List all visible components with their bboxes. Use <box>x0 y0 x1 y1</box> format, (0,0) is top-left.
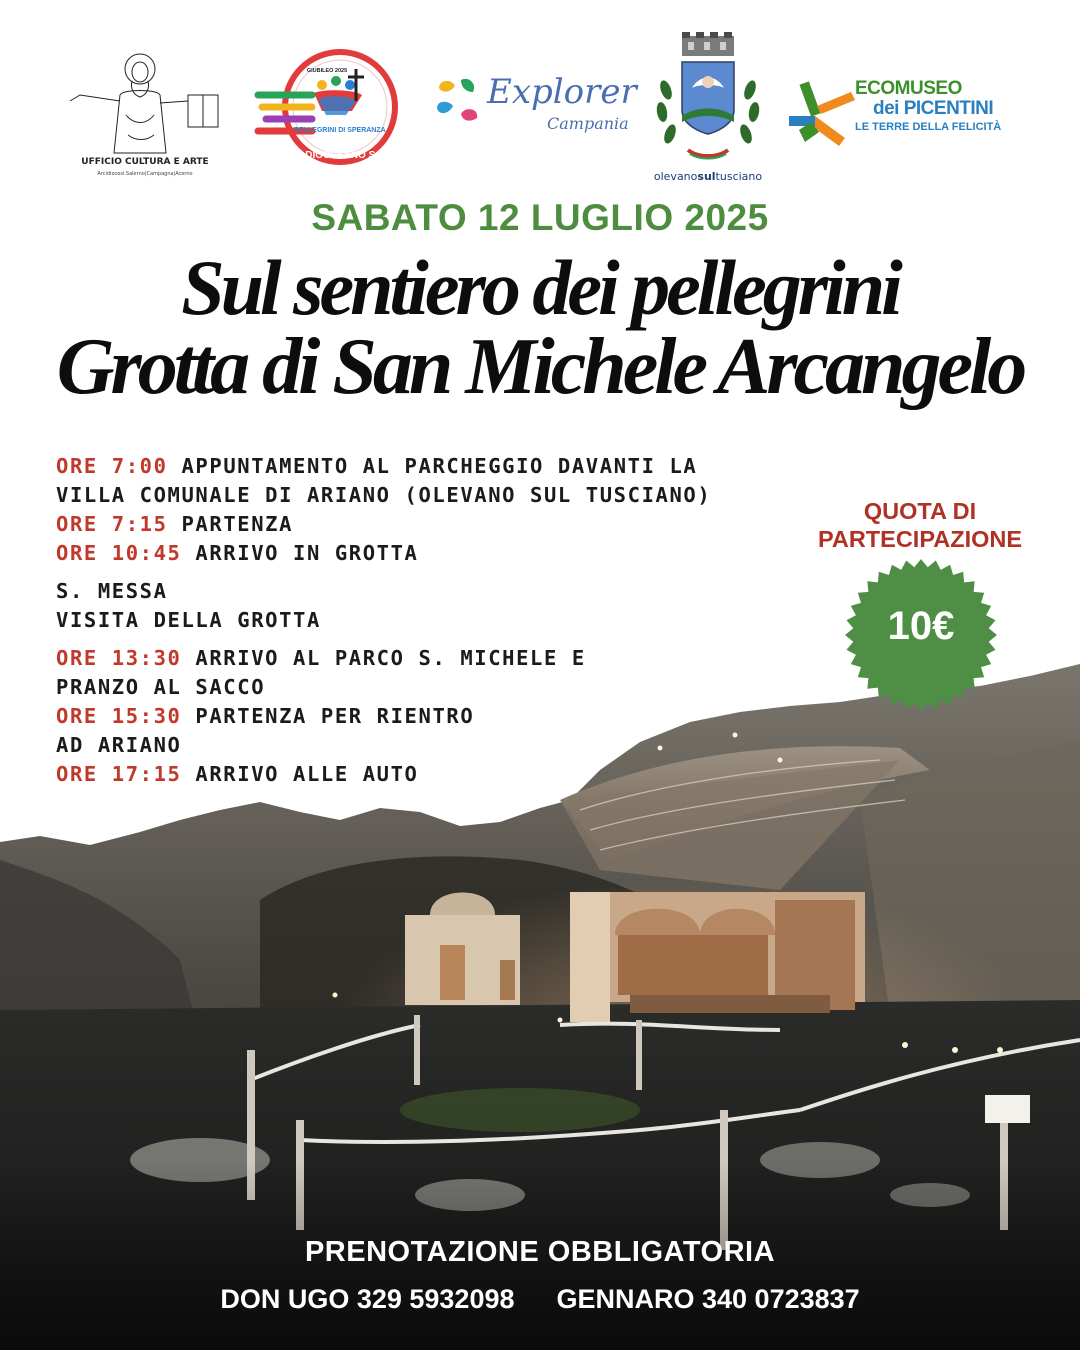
giubileo-logo-icon <box>252 45 418 170</box>
ecomuseo-logo <box>785 72 1025 152</box>
event-title-line2: Grotta di San Michele Arcangelo <box>56 323 1024 411</box>
schedule-line: PRANZO AL SACCO <box>56 675 266 699</box>
ecomuseo-line1: ECOMUSEO <box>855 78 962 99</box>
price-value: 10€ <box>887 604 955 648</box>
explorer-campania-logo <box>435 70 637 140</box>
schedule-line: ORE 15:30 PARTENZA PER RIENTRO <box>56 704 475 728</box>
ufficio-subtitle: Arcidiocesi Salerno|Campagna|Acerno <box>97 171 193 177</box>
event-date: SABATO 12 LUGLIO 2025 <box>311 197 769 238</box>
explorer-word: Explorer <box>487 72 637 112</box>
quota-label: QUOTA DI PARTECIPAZIONE <box>817 498 1023 552</box>
olevano-coat-of-arms-icon <box>648 30 768 170</box>
olevano-name: olevanosultusciano <box>653 170 763 183</box>
ecomuseo-line3: LE TERRE DELLA FELICITÀ <box>855 121 1002 133</box>
ufficio-title: UFFICIO CULTURA E ARTE <box>81 157 209 167</box>
schedule-line: ORE 17:15 ARRIVO ALLE AUTO <box>56 762 419 786</box>
saint-illustration-icon <box>60 45 230 155</box>
booking-contacts <box>0 1284 1080 1315</box>
schedule-line: ORE 7:00 APPUNTAMENTO AL PARCHEGGIO DAVANTI LA <box>56 454 698 478</box>
ufficio-cultura-logo <box>60 45 230 185</box>
event-title-line1: Sul sentiero dei pellegrini <box>181 244 899 331</box>
explorer-subtitle: Campania <box>547 114 629 133</box>
olevano-logo <box>648 30 768 190</box>
schedule <box>56 452 816 789</box>
explorer-petals-icon <box>435 74 487 134</box>
giubileo-logo <box>252 45 418 170</box>
schedule-line: ORE 7:15 PARTENZA <box>56 512 294 536</box>
ecomuseo-arrows-icon <box>785 76 857 148</box>
giubileo-top-text: GIUBILEO 2025 <box>306 68 348 74</box>
booking-title: PRENOTAZIONE OBBLIGATORIA <box>304 1236 776 1268</box>
contact-gennaro: GENNARO 340 0723837 <box>556 1284 860 1314</box>
schedule-line: ORE 10:45 ARRIVO IN GROTTA <box>56 541 419 565</box>
ecomuseo-line2: dei PICENTINI <box>873 98 994 119</box>
schedule-line: S. MESSA <box>56 579 168 603</box>
schedule-line: AD ARIANO <box>56 733 182 757</box>
giubileo-bottom-text: Giubileo DIOCESANO SALERNO <box>262 150 418 161</box>
giubileo-middle-text: PELLEGRINI DI SPERANZA <box>294 127 386 134</box>
schedule-line: ORE 13:30 ARRIVO AL PARCO S. MICHELE E <box>56 646 586 670</box>
contact-don-ugo: DON UGO 329 5932098 <box>220 1284 515 1314</box>
schedule-line: VISITA DELLA GROTTA <box>56 608 321 632</box>
schedule-line: VILLA COMUNALE DI ARIANO (OLEVANO SUL TUSCIANO) <box>56 483 712 507</box>
